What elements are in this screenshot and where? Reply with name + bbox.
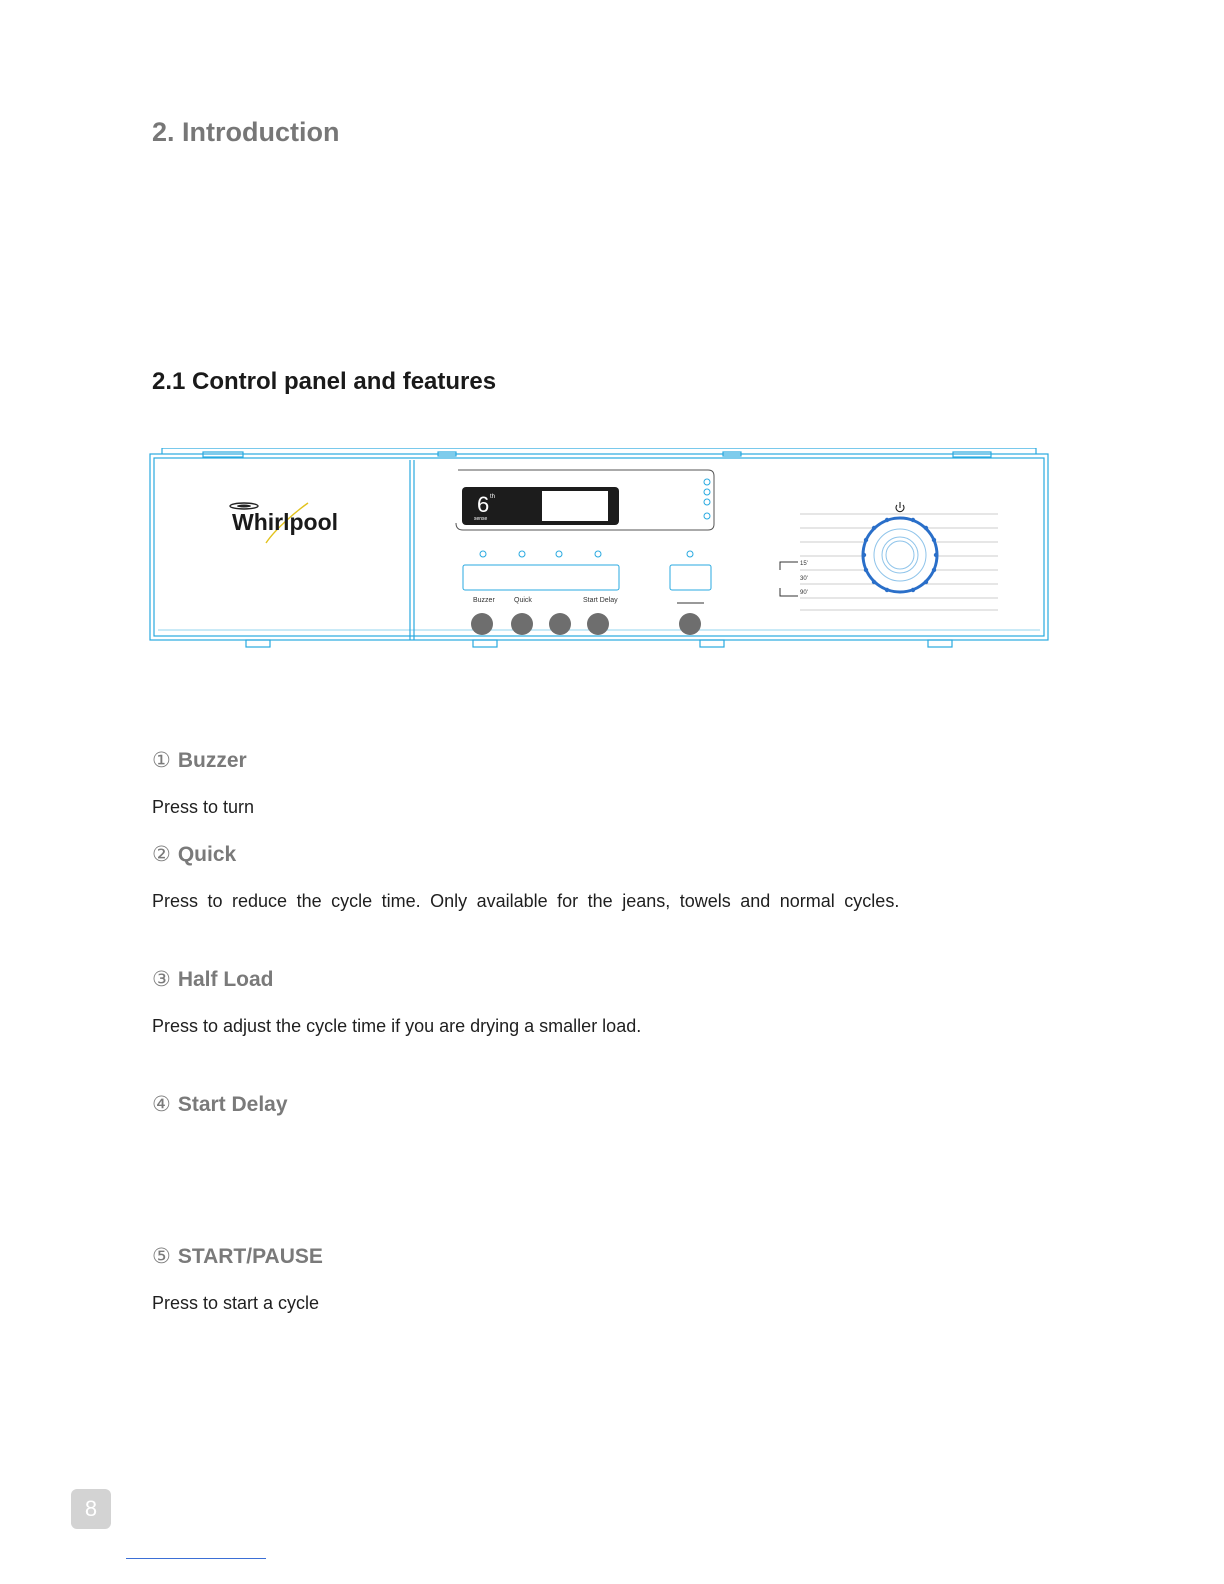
half-load-button <box>549 613 571 635</box>
feature-title-start-pause: ⑤ START/PAUSE <box>152 1245 323 1268</box>
indicator-led <box>704 513 710 519</box>
control-panel-diagram <box>148 448 1050 650</box>
indicator-led <box>704 499 710 505</box>
indicator-led <box>704 489 710 495</box>
quick-button <box>511 613 533 635</box>
button-led <box>687 551 693 557</box>
button-led <box>595 551 601 557</box>
subsection-title: 2.1 Control panel and features <box>152 368 497 395</box>
footer-rule <box>126 1558 266 1559</box>
feature-title-quick: ② Quick <box>152 843 237 866</box>
sixth-sense-sup: th <box>490 494 496 500</box>
indicator-led <box>704 479 710 485</box>
button-led <box>480 551 486 557</box>
start-pause-button <box>679 613 701 635</box>
button-led <box>556 551 562 557</box>
feature-title-start-delay: ④ Start Delay <box>152 1093 288 1116</box>
start-delay-label: Start Delay <box>583 597 618 604</box>
feature-number: ① <box>152 749 171 772</box>
feature-number: ⑤ <box>152 1245 171 1268</box>
sixth-sense-word: sense <box>474 516 488 522</box>
time-label-90: 90' <box>800 590 808 596</box>
time-label-30: 30' <box>800 576 808 582</box>
buzzer-button <box>471 613 493 635</box>
feature-number: ③ <box>152 968 171 991</box>
feature-text-half-load: Press to adjust the cycle time if you are drying a smaller load. <box>152 1016 642 1036</box>
feature-text-quick: Press to reduce the cycle time. Only available for the jeans, towels and normal cycles. <box>152 891 900 911</box>
time-label-15: 15' <box>800 561 808 567</box>
feature-title-buzzer: ① Buzzer <box>152 749 247 772</box>
section-title: 2. Introduction <box>152 117 340 147</box>
button-led <box>519 551 525 557</box>
sixth-sense-badge: 6 <box>477 492 490 517</box>
display-screen <box>542 491 608 521</box>
page-number-badge: 8 <box>71 1489 111 1529</box>
feature-text-buzzer: Press to turn <box>152 797 255 817</box>
start-pause-frame <box>670 565 711 590</box>
buzzer-label: Buzzer <box>473 597 495 604</box>
whirlpool-logo <box>230 503 338 543</box>
feature-number: ② <box>152 843 171 866</box>
quick-label: Quick <box>514 597 532 604</box>
power-icon <box>896 502 904 512</box>
feature-text-start-pause: Press to start a cycle <box>152 1293 320 1313</box>
start-delay-button <box>587 613 609 635</box>
program-knob[interactable] <box>862 518 938 592</box>
feature-title-half-load: ③ Half Load <box>152 968 274 991</box>
brand-wordmark: Whirlpool <box>232 509 339 535</box>
button-group-frame <box>463 565 619 590</box>
feature-number: ④ <box>152 1093 171 1116</box>
